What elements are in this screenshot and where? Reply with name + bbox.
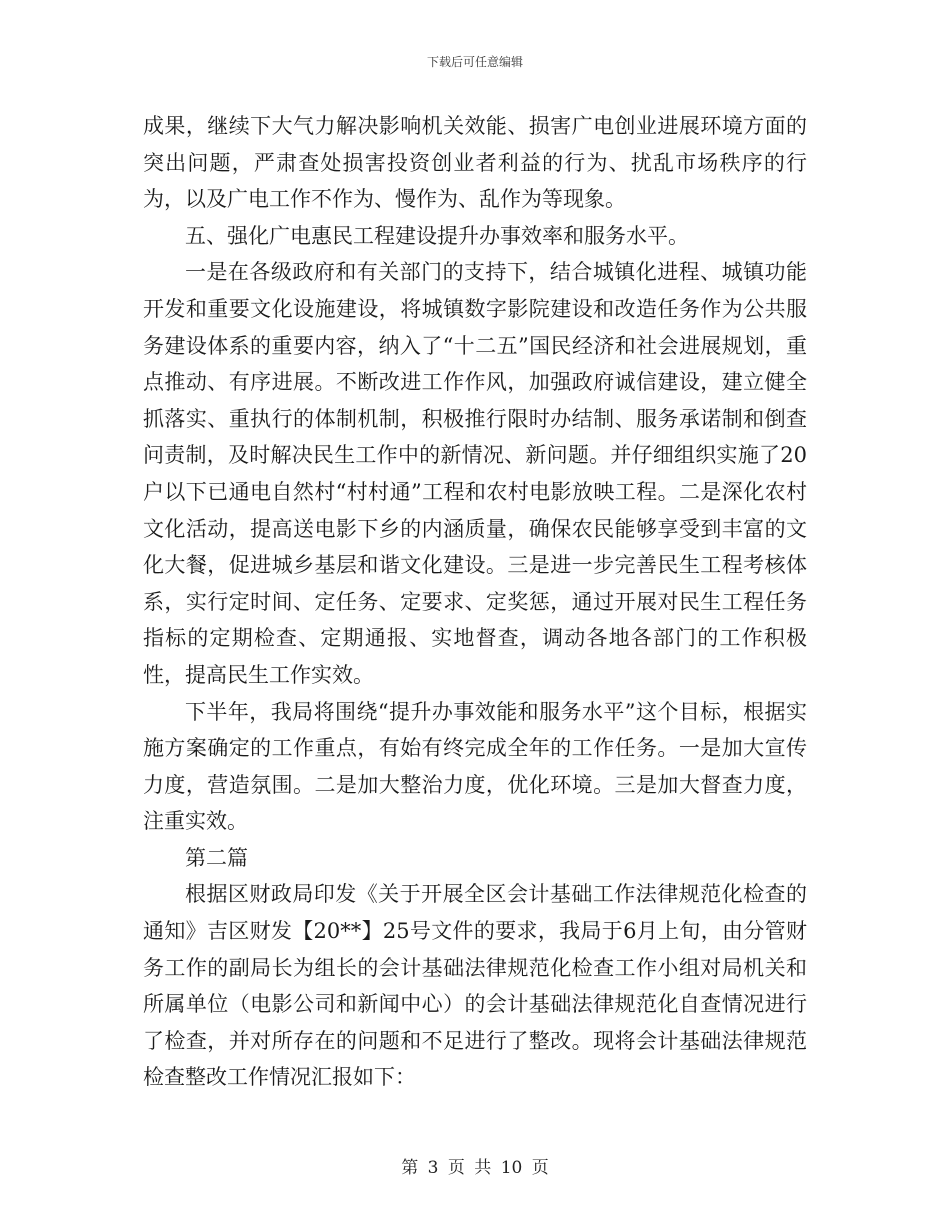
page-number-footer: 第 3 页 共 10 页: [401, 1158, 549, 1178]
paragraph-second-half-plan: 下半年，我局将围绕“提升办事效能和服务水平”这个目标，根据实施方案确定的工作重点，有始有终完成全年的工作任务。一是加大宣传力度，营造氛围。二是加大整治力度，优化环境。三是加大督查力度，注重实效。: [143, 699, 807, 834]
paragraph-accounting-inspection: 根据区财政局印发《关于开展全区会计基础工作法律规范化检查的通知》吉区财发【20**】25号文件的要求，我局于6月上旬，由分管财务工作的副局长为组长的会计基础法律规范化检查工作小组对局机关和所属单位（电影公司和新闻中心）的会计基础法律规范化自查情况进行了检查，并对所存在的问题和不足进行了整改。现将会计基础法律规范检查整改工作情况汇报如下：: [143, 882, 807, 1090]
paragraph-measures: 一是在各级政府和有关部门的支持下，结合城镇化进程、城镇功能开发和重要文化设施建设，将城镇数字影院建设和改造任务作为公共服务建设体系的重要内容，纳入了“十二五”国民经济和社会进展规划，重点推动、有序进展。不断改进工作作风，加强政府诚信建设，建立健全抓落实、重执行的体制机制，积极推行限时办结制、服务承诺制和倒查问责制，及时解决民生工作中的新情况、新问题。并仔细组织实施了20户以下已通电自然村“村村通”工程和农村电影放映工程。二是深化农村文化活动，提高送电影下乡的内涵质量，确保农民能够享受到丰富的文化大餐，促进城乡基层和谐文化建设。三是进一步完善民生工程考核体系，实行定时间、定任务、定要求、定奖惩，通过开展对民生工程任务指标的定期检查、定期通报、实地督查，调动各地各部门的工作积极性，提高民生工作实效。: [143, 260, 807, 687]
section-heading-five: 五、强化广电惠民工程建设提升办事效率和服务水平。: [185, 223, 689, 248]
page-header-note: 下载后可任意编辑: [426, 55, 523, 69]
paragraph-continued: 成果，继续下大气力解决影响机关效能、损害广电创业进展环境方面的突出问题，严肃查处损害投资创业者利益的行为、扰乱市场秩序的行为，以及广电工作不作为、慢作为、乱作为等现象。: [143, 114, 807, 212]
document-body: [143, 108, 807, 1096]
part-heading-second: 第二篇: [185, 845, 248, 870]
